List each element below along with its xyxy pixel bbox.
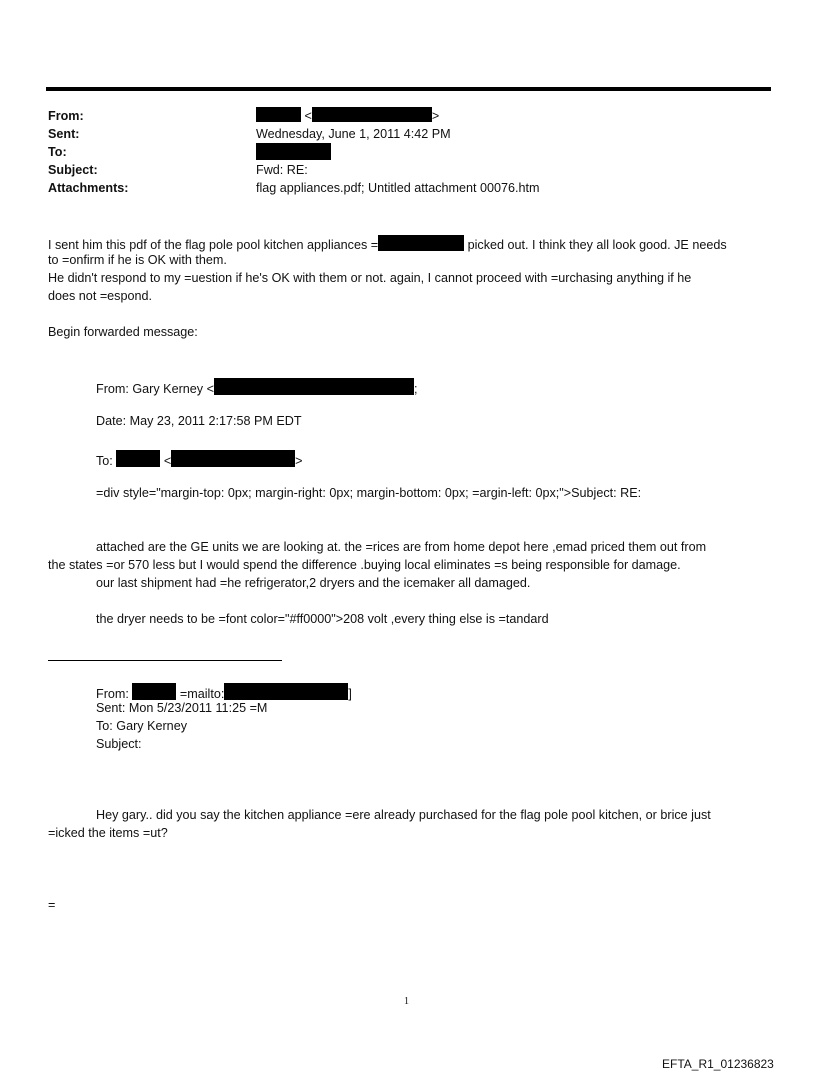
from-lt: < [304, 109, 312, 123]
to-value [256, 143, 331, 161]
fwd-to-label: To: [96, 454, 113, 468]
attachments-value: flag appliances.pdf; Untitled attachment 00076.htm [256, 181, 540, 195]
from-gt: > [431, 109, 440, 123]
quoted-mailto: =mailto: [179, 687, 225, 701]
redaction-box [132, 683, 176, 700]
redaction-box [312, 107, 432, 122]
quote-separator [48, 660, 282, 661]
redaction-box [256, 143, 331, 160]
redaction-box [256, 107, 301, 122]
sent-label: Sent: [48, 127, 80, 141]
quoted-msg-line-2: =icked the items =ut? [48, 826, 168, 840]
subject-label: Subject: [48, 163, 98, 177]
body-line-3: He didn't respond to my =uestion if he's OK with them or not. again, I cannot proceed with =urchasing anything if he [48, 271, 692, 285]
begin-forwarded: Begin forwarded message: [48, 325, 198, 339]
quoted-subject: Subject: [96, 737, 142, 751]
body-line-4: does not =espond. [48, 289, 152, 303]
body-line-2: to =onfirm if he is OK with them. [48, 253, 227, 267]
attachments-label: Attachments: [48, 181, 129, 195]
fwd-to-lt: < [163, 454, 172, 468]
fwd-div-line: =div style="margin-top: 0px; margin-right: 0px; margin-bottom: 0px; =argin-left: 0px;">Subject: RE: [96, 486, 642, 500]
quoted-trailer: = [48, 898, 56, 912]
body-text: picked out. I think they all look good. JE needs [467, 238, 727, 252]
redaction-box [214, 378, 414, 395]
fwd-msg-line-3: our last shipment had =he refrigerator,2 dryers and the icemaker all damaged. [96, 576, 531, 590]
fwd-msg-line-2: the states =or 570 less but I would spend the difference .buying local eliminates =s being responsible for damage. [48, 558, 681, 572]
fwd-to [96, 450, 303, 468]
page-number: 1 [404, 996, 409, 1007]
fwd-msg-line-4: the dryer needs to be =font color="#ff0000">208 volt ,every thing else is =tandard [96, 612, 549, 626]
sent-value: Wednesday, June 1, 2011 4:42 PM [256, 127, 451, 141]
quoted-to: To: Gary Kerney [96, 719, 187, 733]
redaction-box [378, 235, 464, 251]
quoted-mailto-end: ] [348, 687, 352, 701]
fwd-msg-line-1: attached are the GE units we are looking at. the =rices are from home depot here ,emad priced them out from [96, 540, 707, 554]
header-rule [46, 87, 771, 91]
bates-number: EFTA_R1_01236823 [662, 1057, 774, 1071]
fwd-from [96, 378, 417, 396]
quoted-sent: Sent: Mon 5/23/2011 11:25 =M [96, 701, 268, 715]
redaction-box [116, 450, 160, 467]
quoted-from-label: From: [96, 687, 129, 701]
redaction-box [171, 450, 295, 467]
fwd-date: Date: May 23, 2011 2:17:58 PM EDT [96, 414, 302, 428]
body-text: I sent him this pdf of the flag pole pool kitchen appliances = [48, 238, 379, 252]
body-line-1 [48, 235, 727, 252]
quoted-from [96, 683, 352, 701]
from-value [256, 107, 439, 123]
quoted-msg-line-1: Hey gary.. did you say the kitchen appliance =ere already purchased for the flag pole pool kitchen, or brice just [96, 808, 711, 822]
subject-value: Fwd: RE: [256, 163, 308, 177]
fwd-to-gt: > [295, 454, 303, 468]
fwd-from-suffix: ; [413, 382, 418, 396]
redaction-box [224, 683, 348, 700]
fwd-from-text: From: Gary Kerney < [96, 382, 214, 396]
from-label: From: [48, 109, 84, 123]
to-label: To: [48, 145, 67, 159]
